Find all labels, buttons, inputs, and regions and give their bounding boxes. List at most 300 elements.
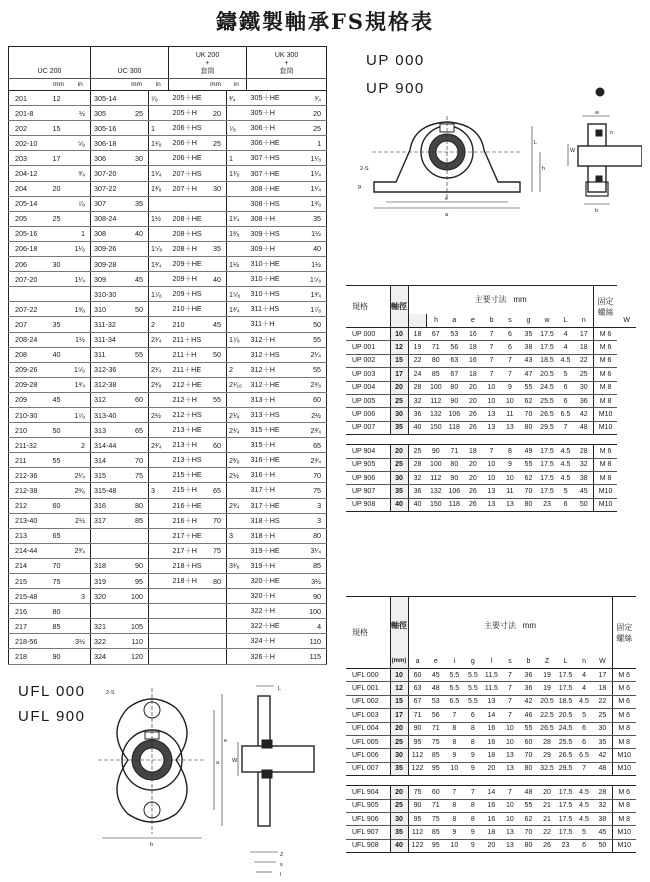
table-cell [227,604,247,619]
table-cell [205,332,227,347]
dimension-cell: 36 [519,682,538,695]
mm-unit-label: (mm) [390,655,408,669]
table-cell: 218 [9,649,47,664]
table-cell: 203 [9,151,47,166]
table-cell: 1⁷⁄₈ [71,407,91,422]
table-cell: 1¹⁄₄ [283,181,327,196]
dimension-cell: 35 [593,735,612,748]
table-cell [125,604,149,619]
table-cell [125,136,149,151]
dimension-cell: 13 [501,421,520,434]
model-cell: UP 000 [346,328,390,341]
dimension-cell: 45 [575,485,594,498]
table-cell: 215 [9,574,47,589]
table-cell [47,196,71,211]
table-cell [169,589,205,604]
dimension-cell: 29.5 [556,762,575,775]
dim-label-2s: 2-S [360,166,369,172]
dimension-cell: 7 [482,328,501,341]
table-row [9,483,327,498]
dimension-cell: 26.5 [538,722,557,735]
model-cell: UP 005 [346,394,390,407]
table-row [9,438,327,453]
dimension-column-header: n [575,314,594,328]
dimension-cell: 18 [464,341,483,354]
dimension-cell: 17.5 [556,799,575,812]
dimension-cell: 90 [408,722,427,735]
table-cell [47,589,71,604]
screw-cell: M 8 [612,799,636,812]
table-cell: 217＋HE [169,528,205,543]
table-cell: 218-56 [9,634,47,649]
dimension-cell: 28 [538,735,557,748]
model-cell: UP 004 [346,381,390,394]
dimension-cell: 80 [519,839,538,852]
model-cell: UP 907 [346,485,390,498]
table-cell: 205＋H [169,106,205,121]
dimension-cell: 20 [538,786,557,799]
table-cell: 2³⁄₄ [227,498,247,513]
table-cell [227,347,247,362]
table-row [9,468,327,483]
dimension-column-header: i [445,655,464,669]
dimension-cell: 10 [482,458,501,471]
up-dimension-table [346,285,636,512]
dim-label-W: W [570,148,576,154]
table-cell: 50 [47,423,71,438]
fix-screw-header: 固定 螺絲 [593,286,617,328]
table-cell [205,649,227,664]
dimension-column-header: n [575,655,594,669]
dim-label-b: b [150,842,154,848]
dimension-cell: 10 [482,471,501,484]
table-cell: 312＋HS [247,347,283,362]
table-cell: 2 [71,438,91,453]
table-cell: 1³⁄₄ [227,302,247,317]
table-cell [47,407,71,422]
bore-cell: 12 [390,682,408,695]
dimension-cell: 150 [427,498,446,511]
table-cell: 214 [9,558,47,573]
table-cell: 206＋HS [169,121,205,136]
table-cell [47,272,71,287]
table-cell: 322 [91,634,125,649]
table-cell: 1¹⁄₈ [149,136,169,151]
bore-cell: 10 [390,328,408,341]
table-cell: 1 [283,136,327,151]
table-cell [71,453,91,468]
table-cell [205,377,227,392]
table-cell: 2³⁄₄ [283,423,327,438]
model-cell: UFL 004 [346,722,390,735]
table-cell: 1⁵⁄₈ [71,362,91,377]
dimension-cell: 95 [427,839,446,852]
table-row [346,799,636,812]
dimension-cell: 22 [408,354,427,367]
table-cell: 312 [91,392,125,407]
dim-label-L: L [534,140,538,146]
model-cell: UP 906 [346,471,390,484]
table-cell: 3 [71,589,91,604]
table-cell: 215-48 [9,589,47,604]
table-cell: 309-28 [91,257,125,272]
dimension-cell: 13 [482,695,501,708]
table-row [346,381,636,394]
table-cell: 75 [205,543,227,558]
table-cell [47,468,71,483]
table-cell [47,543,71,558]
table-cell: 120 [125,649,149,664]
table-row [9,181,327,196]
dimension-cell: 20 [464,458,483,471]
dimension-cell: 13 [501,498,520,511]
table-cell: 60 [205,438,227,453]
table-cell: 1⁵⁄₈ [227,287,247,302]
table-cell [149,453,169,468]
table-cell [205,407,227,422]
dimension-cell: 95 [408,735,427,748]
table-cell: 35 [47,317,71,332]
spec-header: 規格 [346,286,390,328]
table-cell [227,241,247,256]
table-row [346,826,636,839]
table-cell [149,302,169,317]
dimension-cell: 7 [464,786,483,799]
dimension-cell: 150 [427,421,446,434]
table-cell: 315＋HE [247,423,283,438]
dimension-cell: 55 [519,381,538,394]
table-cell [71,257,91,272]
dimension-cell: 22 [593,695,612,708]
table-cell: 2¹⁄₄ [283,347,327,362]
dimension-cell: 4 [575,669,594,682]
up-000-heading: UP 000 [366,52,425,69]
table-cell: 100 [283,604,327,619]
dimension-cell: 38 [575,471,594,484]
table-cell: 315＋H [247,438,283,453]
dimension-cell: 6 [575,839,594,852]
model-cell: UP 908 [346,498,390,511]
dimension-cell: 10 [501,812,520,825]
model-cell: UFL 006 [346,749,390,762]
table-cell: 309＋H [247,241,283,256]
dimension-cell: 5.5 [445,669,464,682]
model-cell: UP 007 [346,421,390,434]
table-row [9,91,327,106]
model-cell: UFL 005 [346,735,390,748]
dimension-cell: 7 [445,786,464,799]
dimension-cell: 47 [519,368,538,381]
dim-label-l: l [280,872,282,878]
table-cell [149,543,169,558]
table-cell [205,91,227,106]
table-cell: 105 [125,619,149,634]
model-cell: UFL 908 [346,839,390,852]
dimension-cell: 17 [593,669,612,682]
dimension-cell: 62 [519,471,538,484]
dimension-cell: 19 [538,682,557,695]
dimension-cell: 6 [501,328,520,341]
mm-label: mm [205,79,227,91]
table-cell: 2³⁄₄ [71,543,91,558]
dimension-cell: 18 [575,341,594,354]
dim-label-2s: 2-S [106,690,115,696]
dimension-cell: 9 [464,826,483,839]
table-cell [47,226,71,241]
dimension-cell: 118 [445,498,464,511]
table-cell: 216 [9,604,47,619]
table-cell [91,543,125,558]
table-cell: 210-30 [9,407,47,422]
table-cell: 1³⁄₈ [283,196,327,211]
table-cell: 316 [91,498,125,513]
dimension-cell: 60 [519,735,538,748]
table-cell: 311-32 [91,317,125,332]
dimension-cell: 70 [519,408,538,421]
table-cell [205,257,227,272]
dimension-cell: 26 [464,421,483,434]
dimension-cell: 8 [464,812,483,825]
table-cell: 211 [9,453,47,468]
table-cell: ³⁄₄ [227,91,247,106]
bore-cell: 25 [390,735,408,748]
table-cell [71,91,91,106]
table-cell [125,407,149,422]
table-cell: 2¹⁄₈ [227,407,247,422]
table-cell [227,649,247,664]
table-cell: 216＋HE [169,498,205,513]
dimension-column-header: W [593,655,612,669]
screw-cell: M 6 [593,328,617,341]
table-cell: 314 [91,453,125,468]
table-cell: 1¹⁄₄ [227,211,247,226]
table-cell: 100 [125,589,149,604]
model-cell: UP 001 [346,341,390,354]
table-cell: 2½ [227,468,247,483]
dimension-cell: 80 [519,421,538,434]
table-cell [125,483,149,498]
dimension-cell: 8 [445,799,464,812]
table-cell: 212-38 [9,483,47,498]
table-cell: 1¹⁄₈ [227,166,247,181]
bore-cell: 20 [390,722,408,735]
table-cell [205,498,227,513]
table-row [346,786,636,799]
table-cell: 211＋H [169,347,205,362]
table-cell: 65 [205,483,227,498]
table-cell: 209＋H [169,272,205,287]
table-cell: ⁵⁄₈ [71,136,91,151]
dim-label-n: n [610,130,614,136]
dimension-cell: 53 [445,328,464,341]
table-cell [227,196,247,211]
table-cell: 1½ [283,226,327,241]
dimension-cell: 6 [556,394,575,407]
dimension-cell: 22 [575,354,594,367]
dimension-cell: 112 [408,826,427,839]
table-row [9,453,327,468]
dimension-cell: 5 [556,485,575,498]
table-cell: 312＋HE [247,377,283,392]
dimension-cell: 75 [427,735,446,748]
table-row [346,812,636,825]
table-cell [149,272,169,287]
table-cell [71,619,91,634]
dimension-column-header: g [464,655,483,669]
ufl-000-heading: UFL 000 [18,683,86,700]
ufl-900-heading: UFL 900 [18,708,86,725]
table-cell [205,589,227,604]
screw-cell: M 6 [593,445,617,458]
dimension-cell: 16 [482,799,501,812]
table-cell [149,468,169,483]
table-cell [205,619,227,634]
table-cell [227,106,247,121]
table-cell: 75 [47,574,71,589]
dimension-cell: 11 [501,408,520,421]
screw-cell: M 8 [593,458,617,471]
table-row [346,328,636,341]
screw-cell: M10 [612,749,636,762]
dimension-cell: 10 [445,839,464,852]
dimension-cell: 106 [445,408,464,421]
table-cell: 313＋H [247,392,283,407]
table-cell [125,543,149,558]
dimension-cell: 22 [538,826,557,839]
table-cell [125,166,149,181]
table-cell: 1 [71,226,91,241]
table-cell: 217＋H [169,543,205,558]
dimension-cell: 55 [519,722,538,735]
table-cell: 50 [283,317,327,332]
table-cell: 211-32 [9,438,47,453]
dimension-cell: 85 [427,368,446,381]
dimension-cell: 9 [501,458,520,471]
dimension-cell: 36 [408,485,427,498]
table-cell: 310-30 [91,287,125,302]
table-row [9,332,327,347]
model-cell: UP 002 [346,354,390,367]
table-cell: 40 [205,272,227,287]
dimension-column-header: a [408,655,427,669]
dimension-column-header: b [482,314,501,328]
table-cell [227,574,247,589]
table-cell [205,468,227,483]
dimension-cell: 26 [464,498,483,511]
table-cell: 2 [149,317,169,332]
dimension-cell: 63 [445,354,464,367]
table-cell: 2¹⁄₄ [71,468,91,483]
table-cell [47,634,71,649]
table-cell [125,528,149,543]
dimension-cell: 6 [501,341,520,354]
table-cell: 310＋HS [247,287,283,302]
dimension-cell: 20.5 [538,368,557,381]
bore-cell: 10 [390,669,408,682]
dimension-column-header: e [464,314,483,328]
dim-label-h: h [542,166,546,172]
table-cell: 208＋H [169,241,205,256]
table-cell: 306＋HE [247,136,283,151]
table-cell: 45 [205,317,227,332]
dimension-cell: 5 [556,368,575,381]
dimension-cell: 112 [427,394,446,407]
dimension-cell: 17.5 [556,812,575,825]
dimension-cell: 90 [408,799,427,812]
table-cell: 316＋HE [247,453,283,468]
table-cell [125,438,149,453]
in-label: in [71,79,91,91]
dimension-cell: 17.5 [556,682,575,695]
dimension-cell: 118 [445,421,464,434]
table-cell: 207-22 [9,302,47,317]
bore-cell: 40 [390,839,408,852]
dimension-cell: 24 [408,368,427,381]
table-cell: 312-38 [91,377,125,392]
model-cell: UFL 905 [346,799,390,812]
screw-cell: M 6 [593,368,617,381]
table-cell [125,241,149,256]
table-cell [227,634,247,649]
model-cell: UFL 001 [346,682,390,695]
table-cell [71,604,91,619]
table-cell [91,528,125,543]
table-cell: 25 [205,136,227,151]
dimension-cell: 8 [501,445,520,458]
dimension-cell: 4.5 [575,812,594,825]
table-cell: 20 [205,106,227,121]
dimension-column-header: h [427,314,446,328]
table-cell: 315 [91,468,125,483]
table-cell: 209＋HS [169,287,205,302]
dimension-cell: 26.5 [538,408,557,421]
table-cell: 311＋H [247,317,283,332]
table-cell [205,226,227,241]
table-cell [227,483,247,498]
dimension-cell: 10 [501,722,520,735]
table-cell: 211＋HS [169,332,205,347]
table-cell: 25 [125,106,149,121]
table-cell [149,347,169,362]
table-cell: 60 [283,392,327,407]
table-cell [47,438,71,453]
table-row [9,634,327,649]
table-cell [125,257,149,272]
dimension-cell: 56 [427,709,446,722]
dimension-cell: 71 [445,445,464,458]
table-cell [71,317,91,332]
table-cell [71,574,91,589]
table-cell: 307＋HS [247,151,283,166]
table-cell [71,649,91,664]
table-cell: ³⁄₄ [283,91,327,106]
table-cell [149,589,169,604]
table-cell [91,604,125,619]
table-cell [205,166,227,181]
dimension-column-header: w [538,314,557,328]
table-cell: 1¹⁄₈ [283,151,327,166]
table-cell [125,377,149,392]
fix-screw-header: 固定 螺絲 [612,597,636,669]
table-cell: 307＋HE [247,166,283,181]
table-cell: 308＋HE [247,181,283,196]
table-cell: 1³⁄₄ [149,257,169,272]
table-cell: 110 [283,634,327,649]
dimension-cell: 71 [408,709,427,722]
table-cell: 213＋HE [169,423,205,438]
table-row [346,485,636,498]
table-row [9,121,327,136]
